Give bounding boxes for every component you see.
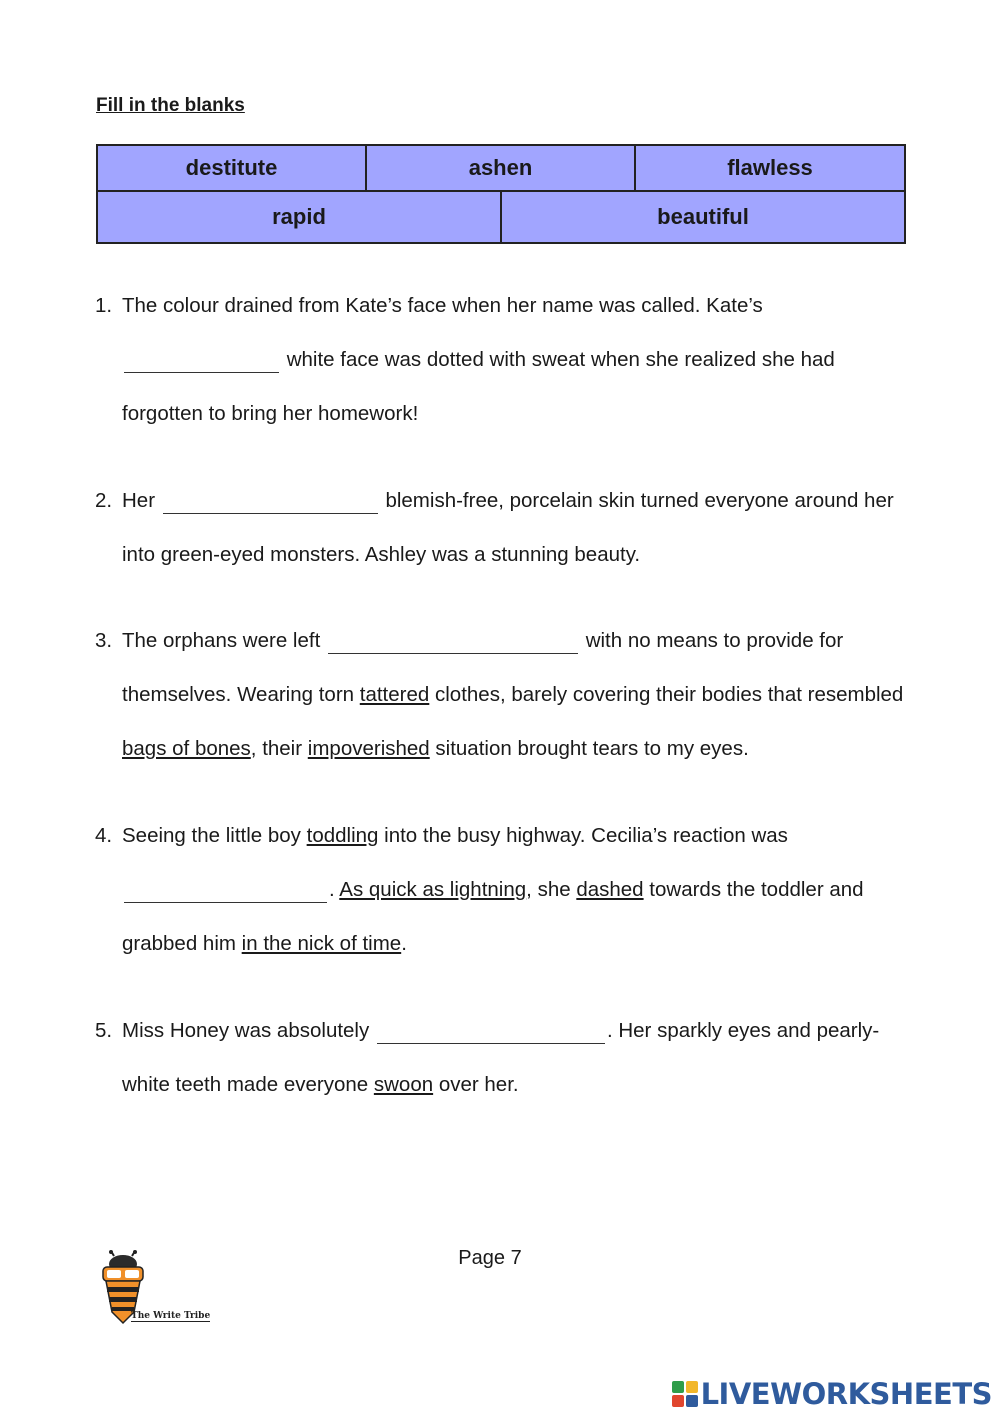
underlined-word: swoon [373, 1073, 434, 1096]
question-text: . [401, 932, 407, 955]
underlined-word: dashed [576, 878, 644, 901]
question-text: towards the toddler and grabbed him [122, 878, 864, 955]
question-text: . [329, 878, 335, 901]
word-bank-cell: beautiful [501, 191, 905, 243]
question-text: . Her sparkly eyes and pearly-white teeth made everyone [122, 1019, 880, 1096]
question-number: 4. [95, 824, 113, 847]
question-text: over her. [438, 1073, 519, 1096]
underlined-word: bags of bones [122, 737, 251, 760]
question-text: white face was dotted with sweat when she realized she had forgotten to bring her homework! [122, 348, 835, 425]
liveworksheets-text: LIVEWORKSHEETS [700, 1377, 992, 1411]
question-text: clothes, barely covering their bodies that resembled [435, 683, 904, 706]
question-text: Miss Honey was absolutely [122, 1019, 370, 1042]
question-number: 5. [95, 1019, 113, 1042]
page-number: Page 7 [458, 1247, 522, 1269]
answer-blank-5[interactable] [377, 1021, 605, 1044]
word-bank-table [96, 144, 906, 244]
question-1 [95, 279, 905, 441]
question-number: 3. [95, 629, 113, 652]
question-text: Her [122, 489, 156, 512]
question-text: Seeing the little boy [122, 824, 301, 847]
underlined-word: tattered [359, 683, 430, 706]
answer-blank-3[interactable] [328, 631, 578, 654]
logo-text: The Write Tribe [131, 1311, 211, 1321]
question-text: , their [250, 737, 303, 760]
liveworksheets-brand [672, 1377, 992, 1411]
question-text: blemish-free, porcelain skin turned everyone around her into green-eyed monsters. Ashley was a stunning beauty. [122, 489, 894, 566]
question-text: situation brought tears to my eyes. [435, 737, 749, 760]
underlined-word: impoverished [307, 737, 430, 760]
question-text: The orphans were left [122, 629, 321, 652]
liveworksheets-icon [672, 1381, 698, 1407]
answer-blank-4[interactable] [124, 880, 327, 903]
question-text: into the busy highway. Cecilia’s reaction was [384, 824, 788, 847]
answer-blank-1[interactable] [124, 350, 279, 373]
word-bank-cell: ashen [366, 145, 635, 191]
question-text: , she [526, 878, 571, 901]
question-text: The colour drained from Kate’s face when her name was called. Kate’s [122, 294, 763, 317]
page-title: Fill in the blanks [96, 95, 245, 116]
question-number: 2. [95, 489, 113, 512]
question-3 [95, 614, 905, 776]
word-bank-cell: rapid [97, 191, 501, 243]
question-2 [95, 474, 905, 582]
question-4 [95, 809, 905, 971]
underlined-word: As quick as lightning [339, 878, 527, 901]
word-bank-cell: destitute [97, 145, 366, 191]
word-bank-cell: flawless [635, 145, 905, 191]
underlined-word: in the nick of time [241, 932, 402, 955]
question-text: with no means to provide for themselves. Wearing torn [122, 629, 844, 706]
underlined-word: toddling [306, 824, 379, 847]
answer-blank-2[interactable] [163, 491, 378, 514]
question-number: 1. [95, 294, 113, 317]
question-5 [95, 1004, 905, 1112]
